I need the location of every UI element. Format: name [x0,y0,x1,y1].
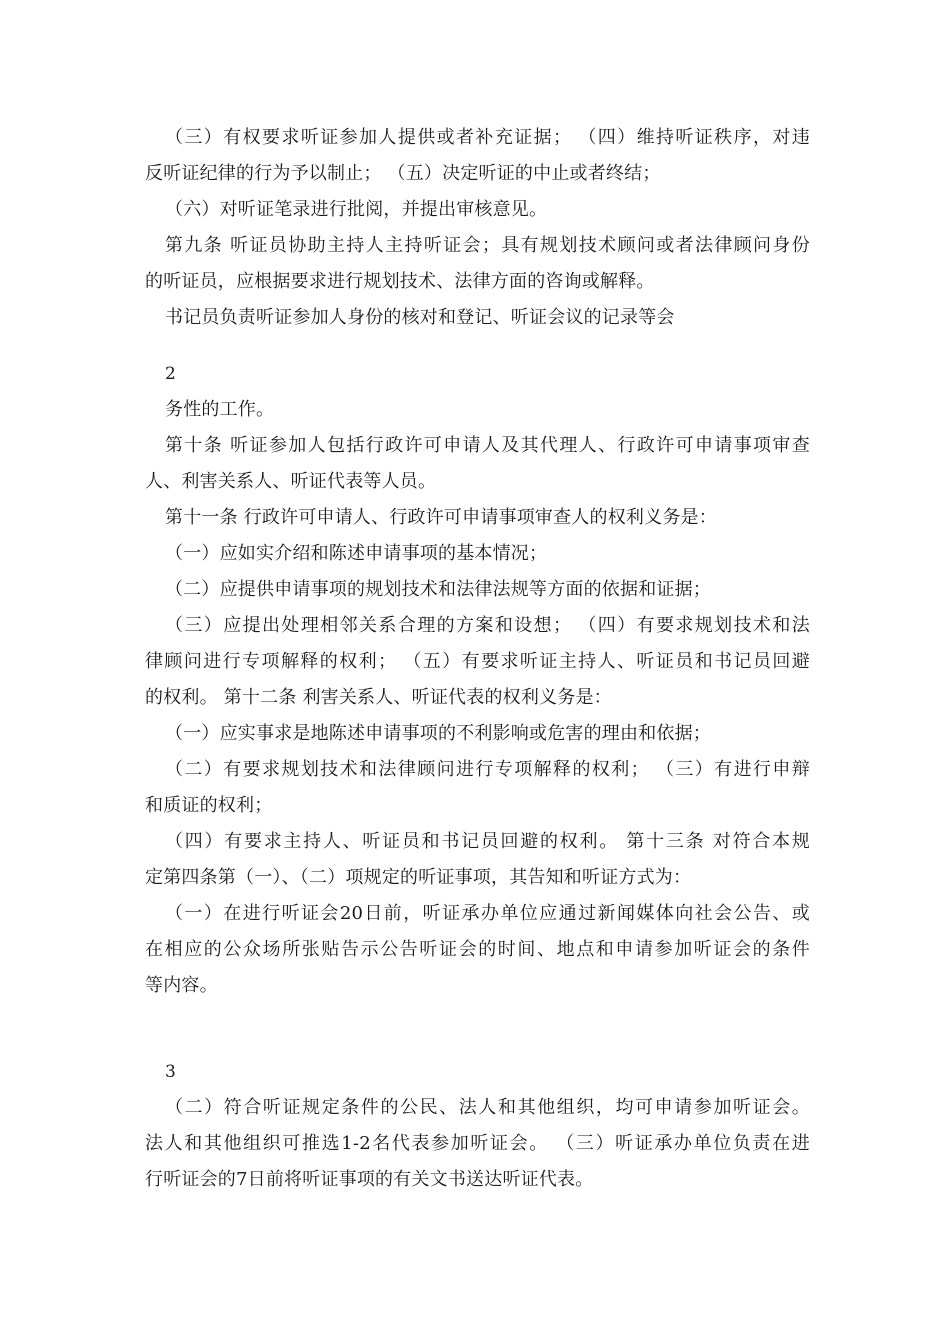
spacer [145,1004,810,1054]
text-line: 务性的工作。 [165,399,275,420]
text-line: 法人和其他组织可推选1-2名代表参加听证会。 （三）听证承办单位负责在进 [145,1133,810,1154]
document-page [145,120,810,1198]
text-line: （一）应实事求是地陈述申请事项的不利影响或危害的理由和依据； [165,723,711,744]
text-line: 在相应的公众场所张贴告示公告听证会的时间、地点和申请参加听证会的条件 [145,939,810,960]
text-line: 的听证员，应根据要求进行规划技术、法律方面的咨询或解释。 [145,271,655,292]
text-line: （一）应如实介绍和陈述申请事项的基本情况； [165,543,548,564]
text-line: 和质证的权利； [145,795,273,816]
text-line: 人、利害关系人、听证代表等人员。 [145,471,437,492]
spacer [145,336,810,356]
text-line: 定第四条第（一）、（二）项规定的听证事项，其告知和听证方式为： [145,867,692,888]
text-block-2 [145,392,810,1004]
text-line: （三）有权要求听证参加人提供或者补充证据； （四）维持听证秩序，对违 [165,127,810,148]
text-line: （一）在进行听证会20日前，听证承办单位应通过新闻媒体向社会公告、或 [165,903,810,924]
text-line: 书记员负责听证参加人身份的核对和登记、听证会议的记录等会 [165,307,675,328]
page-number: 2 [165,364,176,384]
text-line: 反听证纪律的行为予以制止； （五）决定听证的中止或者终结； [145,163,661,184]
text-line: 第十一条 行政许可申请人、行政许可申请事项审查人的权利义务是： [165,507,717,528]
text-block-3 [145,1090,810,1198]
text-line: 行听证会的7日前将听证事项的有关文书送达听证代表。 [145,1169,594,1190]
text-line: 的权利。 第十二条 利害关系人、听证代表的权利义务是： [145,687,612,708]
page-number: 3 [165,1062,176,1082]
text-line: （二）应提供申请事项的规划技术和法律法规等方面的依据和证据； [165,579,711,600]
text-block-1 [145,120,810,336]
text-line: 第九条 听证员协助主持人主持听证会；具有规划技术顾问或者法律顾问身份 [165,235,810,256]
text-line: 第十条 听证参加人包括行政许可申请人及其代理人、行政许可申请事项审查 [165,435,810,456]
text-line: （二）有要求规划技术和法律顾问进行专项解释的权利； （三）有进行申辩 [165,759,810,780]
text-line: （六）对听证笔录进行批阅，并提出审核意见。 [165,199,548,220]
text-line: （三）应提出处理相邻关系合理的方案和设想； （四）有要求规划技术和法 [165,615,810,636]
text-line: （二）符合听证规定条件的公民、法人和其他组织，均可申请参加听证会。 [165,1097,810,1118]
text-line: 律顾问进行专项解释的权利； （五）有要求听证主持人、听证员和书记员回避 [145,651,810,672]
text-line: （四）有要求主持人、听证员和书记员回避的权利。 第十三条 对符合本规 [165,831,810,852]
text-line: 等内容。 [145,975,218,996]
